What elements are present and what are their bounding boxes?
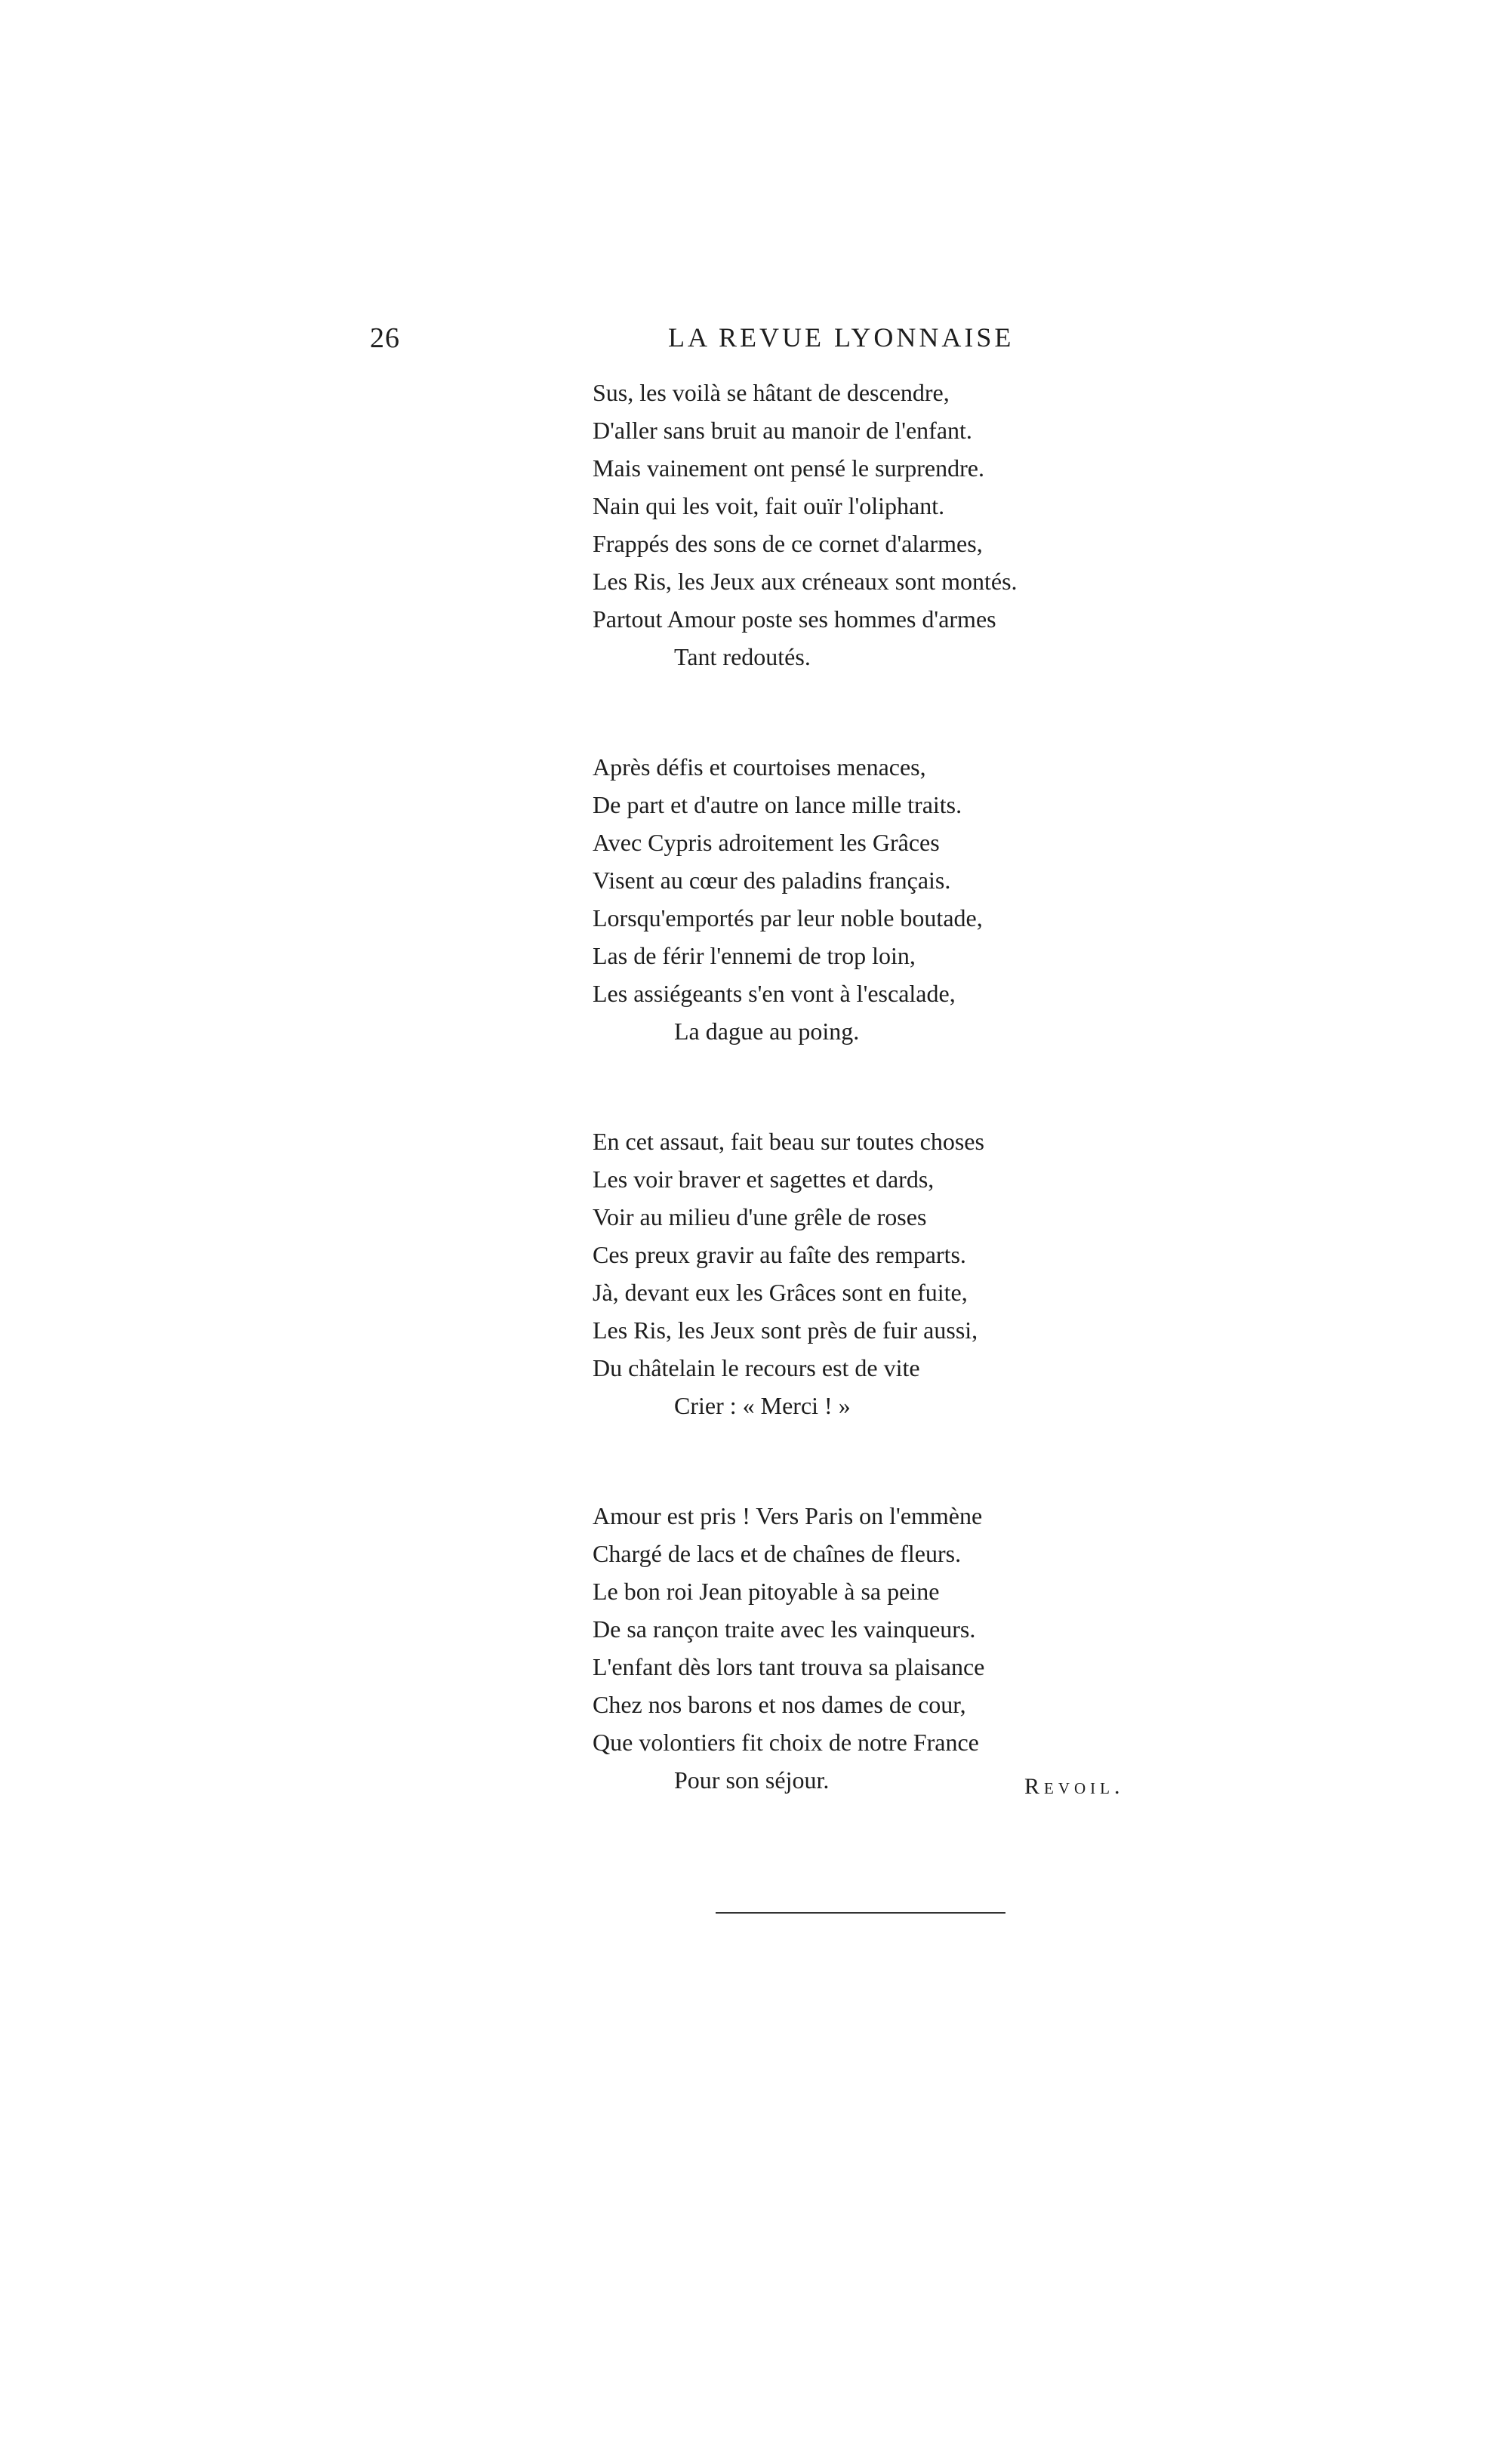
verse-line: Le bon roi Jean pitoyable à sa peine [593,1578,940,1605]
refrain-line: Tant redoutés. [674,643,811,670]
refrain-line: Pour son séjour. [674,1766,830,1794]
running-title: LA REVUE LYONNAISE [668,322,1015,353]
page-header [370,322,1079,367]
author-signature: Revoil. [1024,1774,1125,1799]
closing-rule [716,1912,1005,1914]
verse-line: Frappés des sons de ce cornet d'alarmes, [593,530,983,557]
stanza-2 [593,748,1196,1050]
verse-line: Las de férir l'ennemi de trop loin, [593,942,916,969]
verse-line: D'aller sans bruit au manoir de l'enfant. [593,417,972,444]
verse-line: Jà, devant eux les Grâces sont en fuite, [593,1279,968,1306]
verse-line: Partout Amour poste ses hommes d'armes [593,605,996,633]
verse-line: L'enfant dès lors tant trouva sa plaisance [593,1653,985,1680]
verse-line: De part et d'autre on lance mille traits. [593,791,962,818]
verse-line: Les voir braver et sagettes et dards, [593,1166,935,1193]
stanza-1 [593,374,1196,676]
verse-line: Sus, les voilà se hâtant de descendre, [593,379,950,406]
verse-line: Après défis et courtoises menaces, [593,753,926,781]
verse-line: Les Ris, les Jeux sont près de fuir aussi, [593,1316,978,1344]
verse-line: Visent au cœur des paladins français. [593,867,951,894]
verse-line: Du châtelain le recours est de vite [593,1354,920,1381]
refrain-line: Crier : « Merci ! » [674,1392,851,1419]
verse-line: Voir au milieu d'une grêle de roses [593,1203,927,1230]
refrain-line: La dague au poing. [674,1018,860,1045]
verse-line: Amour est pris ! Vers Paris on l'emmène [593,1502,983,1529]
stanza-3 [593,1122,1196,1424]
verse-line: En cet assaut, fait beau sur toutes choses [593,1128,984,1155]
page-number: 26 [370,322,400,354]
verse-line: Ces preux gravir au faîte des remparts. [593,1241,966,1268]
stanza-4 [593,1497,1196,1799]
verse-line: De sa rançon traite avec les vainqueurs. [593,1615,976,1643]
verse-line: Avec Cypris adroitement les Grâces [593,829,940,856]
verse-line: Mais vainement ont pensé le surprendre. [593,454,984,482]
verse-line: Les Ris, les Jeux aux créneaux sont montés. [593,568,1018,595]
verse-line: Lorsqu'emportés par leur noble boutade, [593,904,983,932]
verse-line: Nain qui les voit, fait ouïr l'oliphant. [593,492,945,519]
verse-line: Que volontiers fit choix de notre France [593,1729,979,1756]
verse-line: Les assiégeants s'en vont à l'escalade, [593,980,956,1007]
verse-line: Chez nos barons et nos dames de cour, [593,1691,966,1718]
poem [593,374,1196,1871]
verse-line: Chargé de lacs et de chaînes de fleurs. [593,1540,962,1567]
